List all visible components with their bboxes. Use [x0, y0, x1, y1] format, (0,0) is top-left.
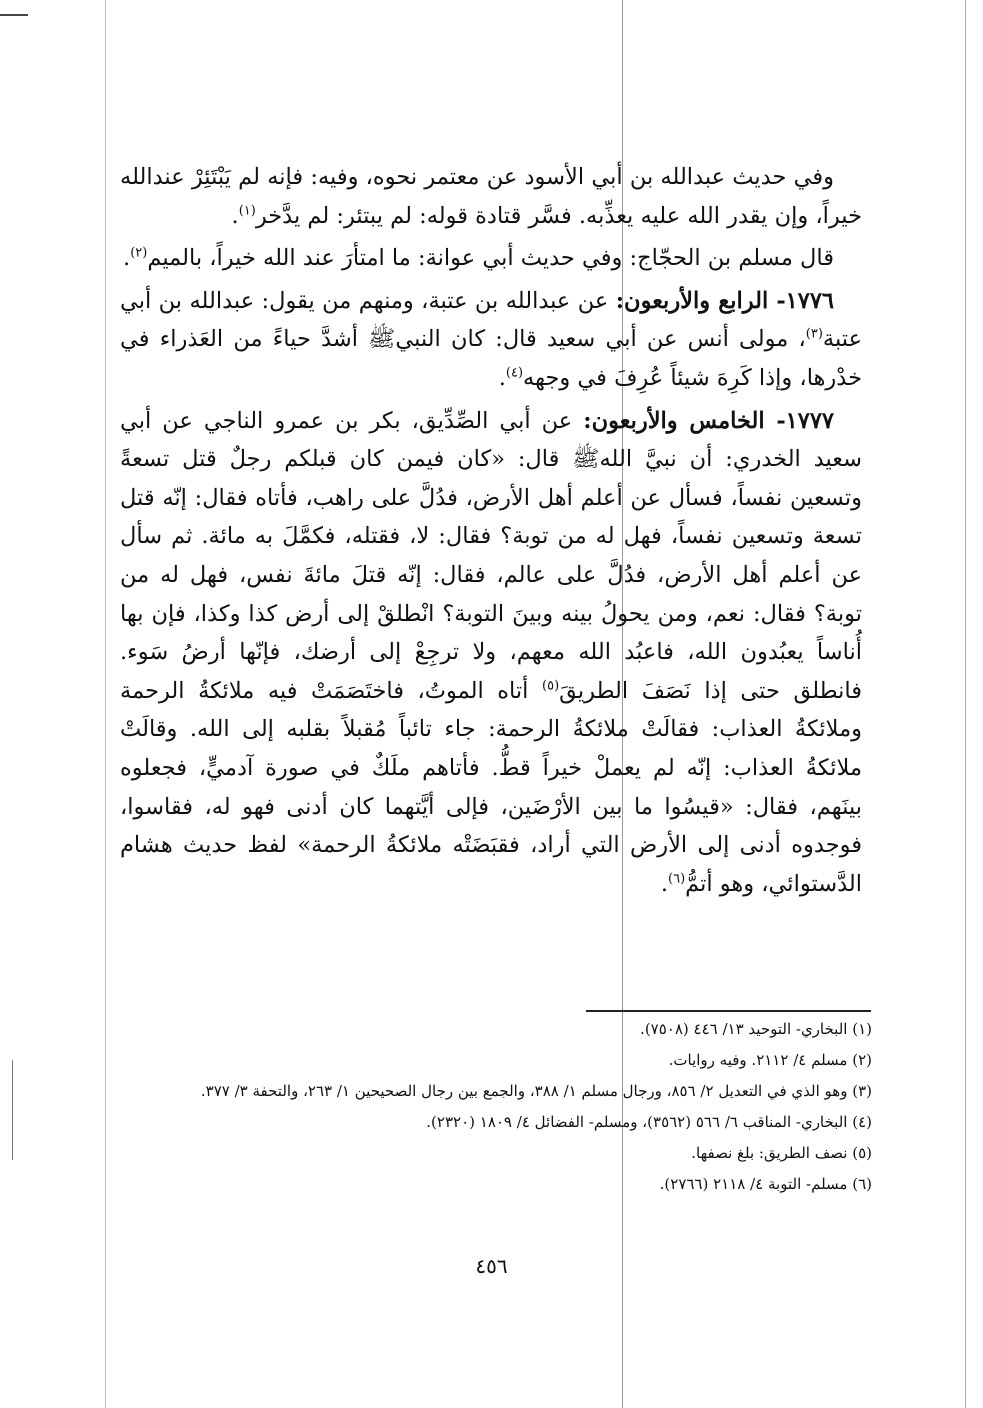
- hadith-1776: ١٧٧٦- الرابع والأربعون: عن عبدالله بن عتبة، ومنهم من يقول: عبدالله بن أبي عتبة$^{(٣)}$، مولى أنس عن أبي سعيد قال: كان النبيﷺ أشدَّ حياءً من العَذراء في خدْرها، وإذا كَرِهَ شيئاً عُرِفَ في وجهه$^{(٤)}$.: [120, 287, 862, 391]
- scan-edge-line: [965, 0, 966, 1408]
- footnote-ref-6: (٦): [668, 871, 686, 887]
- footnote-divider: [586, 1010, 871, 1012]
- footnote-ref-3: (٣): [805, 326, 823, 342]
- footnote-1: (١) البخاري- التوحيد ١٣/ ٤٤٦ (٧٥٠٨).: [640, 1020, 872, 1038]
- paragraph-1: وفي حديث عبدالله بن أبي الأسود عن معتمر نحوه، وفيه: فإنه لم يَبْتَئِرْ عندالله خيراً، وإن يقدر الله عليه يعذِّبه. فسَّر قتادة قوله: لم يبتئر: لم يدَّخر$^{(١)}$.: [120, 164, 862, 229]
- hadith-1777-text-a: عن أبي الصِّدِّيق، بكر بن عمرو الناجي عن أبي سعيد الخدري: أن نبيَّ اللهﷺ قال: «كان فيمن كان قبلكم رجلٌ قتل تسعةً وتسعين نفساً، فسأل عن أعلم أهل الأرض، فدُلَّ على راهب، فأتاه فقال: إنّه قتل تسعة وتسعين نفساً، فهل له من توبة؟ فقال: لا، فقتله، فكمَّلَ به مائة. ثم سأل عن أعلم أهل الأرض، فدُلَّ على عالم، فقال: إنّه قتلَ مائةَ نفس، فهل له من توبة؟ فقال: نعم، ومن يحولُ بينه وبينَ التوبة؟ انْطلقْ إلى أرض كذا وكذا، فإن بها أُناساً يعبُدون الله، فاعبُد الله معهم، ولا ترجِعْ إلى أرضك، فإنّها أرضُ سَوء. فانطلق حتى إذا نَصَفَ الطريقَ: [120, 407, 862, 704]
- scan-margin-line: [105, 0, 106, 1408]
- footnotes: [150, 1017, 872, 1203]
- paragraph-2: قال مسلم بن الحجّاج: وفي حديث أبي عوانة: ما امتأرَ عند الله خيراً، بالميم$^{(٢)}$.: [123, 245, 834, 272]
- paragraph-1-text: وفي حديث عبدالله بن أبي الأسود عن معتمر نحوه، وفيه: فإنه لم يَبْتَئِرْ عندالله خيراً، وإن يقدر الله عليه يعذِّبه. فسَّر قتادة قوله: لم يبتئر: لم يدَّخر: [120, 164, 862, 229]
- hadith-1777: ١٧٧٧- الخامس والأربعون: عن أبي الصِّدِّيق، بكر بن عمرو الناجي عن أبي سعيد الخدري: أن نبيَّ اللهﷺ قال: «كان فيمن كان قبلكم رجلٌ قتل تسعةً وتسعين نفساً، فسأل عن أعلم أهل الأرض، فدُلَّ على راهب، فأتاه فقال: إنّه قتل تسعة وتسعين نفساً، فهل له من توبة؟ فقال: لا، فقتله، فكمَّلَ به مائة. ثم سأل عن أعلم أهل الأرض، فدُلَّ على عالم، فقال: إنّه قتلَ مائةَ نفس، فهل له من توبة؟ فقال: نعم، ومن يحولُ بينه وبينَ التوبة؟ انْطلقْ إلى أرض كذا وكذا، فإن بها أُناساً يعبُدون الله، فاعبُد الله معهم، ولا ترجِعْ إلى أرضك، فإنّها أرضُ سَوء. فانطلق حتى إذا نَصَفَ الطريقَ$^{(٥)}$ أتاه الموتُ، فاختَصَمَتْ فيه ملائكةُ الرحمة وملائكةُ العذاب: فقالَتْ ملائكةُ الرحمة: جاء تائباً مُقبلاً بقلبه إلى الله. وقالَتْ ملائكةُ العذاب: إنّه لم يعملْ خيراً قطُّ. فأتاهم ملَكٌ في صورة آدميٍّ، فجعلوه بينَهم، فقال: «قيسُوا ما بين الأرْضَين، فإلى أيَّتهما كان أدنى فهو له، فقاسوا، فوجدوه أدنى إلى الأرض التي أراد، فقبَضَتْه ملائكةُ الرحمة» لفظ حديث هشام الدَّستوائي، وهو أتمُّ$^{(٦)}$.: [120, 407, 862, 897]
- hadith-1776-text-a: عن عبدالله بن عتبة، ومنهم من يقول: عبدالله بن أبي عتبة: [120, 287, 862, 353]
- hadith-1776-heading: ١٧٧٦- الرابع والأربعون:: [615, 287, 835, 314]
- hadith-1776-text-b: ، مولى أنس عن أبي سعيد قال: كان النبيﷺ أشدَّ حياءً من العَذراء في خدْرها، وإذا كَرِهَ شيئاً عُرِفَ في وجهه: [120, 326, 862, 391]
- footnote-3: (٣) وهو الذي في التعديل ٢/ ٨٥٦، ورجال مسلم ١/ ٣٨٨، والجمع بين رجال الصحيحين ١/ ٢٦٣، والتحفة ٣/ ٣٧٧.: [200, 1082, 872, 1100]
- footnote-6: (٦) مسلم- التوبة ٤/ ٢١١٨ (٢٧٦٦).: [659, 1175, 872, 1193]
- page-number: ٤٥٦: [475, 1254, 508, 1278]
- main-text: [120, 158, 862, 903]
- footnote-ref-5: (٥): [542, 678, 560, 694]
- hadith-1777-heading: ١٧٧٧- الخامس والأربعون:: [583, 407, 834, 434]
- scan-corner-mark: [0, 0, 28, 16]
- footnote-4: (٤) البخاري- المناقب ٦/ ٥٦٦ (٣٥٦٢)، ومسلم- الفضائل ٤/ ١٨٠٩ (٢٣٢٠).: [426, 1113, 872, 1131]
- footnote-ref-4: (٤): [505, 365, 524, 381]
- footnote-ref-2: (٢): [130, 245, 148, 261]
- paragraph-2-text: قال مسلم بن الحجّاج: وفي حديث أبي عوانة: ما امتأرَ عند الله خيراً، بالميم: [147, 245, 834, 272]
- footnote-5: (٥) نصف الطريق: بلغ نصفها.: [691, 1144, 872, 1162]
- footnote-ref-1: (١): [238, 203, 256, 219]
- footnote-2: (٢) مسلم ٤/ ٢١١٢. وفيه روايات.: [668, 1051, 872, 1069]
- hadith-1777-text-b: أتاه الموتُ، فاختَصَمَتْ فيه ملائكةُ الرحمة وملائكةُ العذاب: فقالَتْ ملائكةُ الرحمة: جاء تائباً مُقبلاً بقلبه إلى الله. وقالَتْ ملائكةُ العذاب: إنّه لم يعملْ خيراً قطُّ. فأتاهم ملَكٌ في صورة آدميٍّ، فجعلوه بينَهم، فقال: «قيسُوا ما بين الأرْضَين، فإلى أيَّتهما كان أدنى فهو له، فقاسوا، فوجدوه أدنى إلى الأرض التي أراد، فقبَضَتْه ملائكةُ الرحمة» لفظ حديث هشام الدَّستوائي، وهو أتمُّ: [120, 677, 862, 897]
- scan-margin-mark: [12, 1060, 13, 1160]
